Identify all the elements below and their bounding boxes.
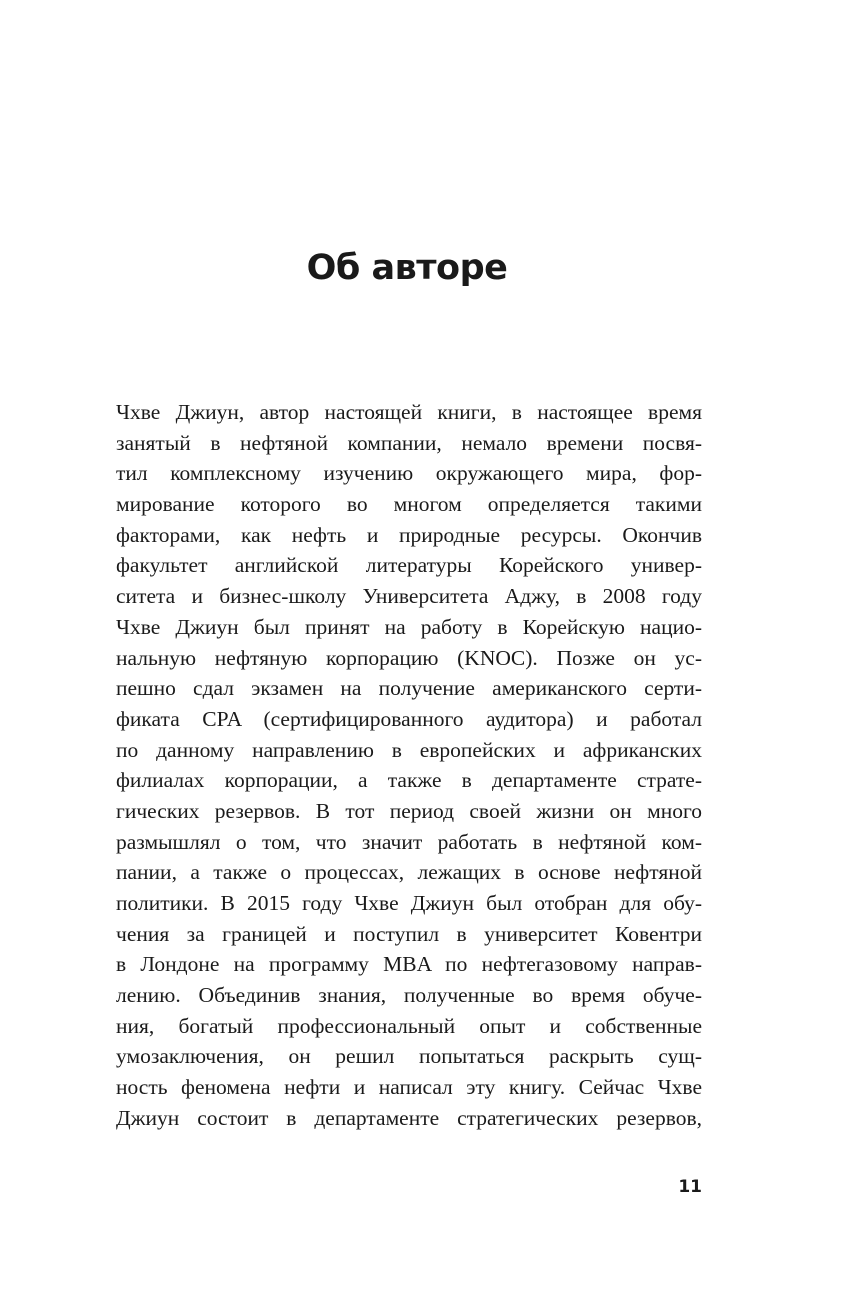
text-line: лению. Объединив знания, полученные во время обуче- bbox=[116, 983, 702, 1008]
chapter-title: Об авторе bbox=[306, 248, 508, 288]
text-line: чения за границей и поступил в университет Ковентри bbox=[116, 921, 702, 946]
text-line: ния, богатый профессиональный опыт и собственные bbox=[116, 1013, 702, 1038]
text-line: филиалах корпорации, а также в департаменте страте- bbox=[116, 768, 702, 793]
text-line: Чхве Джиун был принят на работу в Корейскую нацио- bbox=[116, 614, 702, 639]
text-line: Чхве Джиун, автор настоящей книги, в настоящее время bbox=[116, 400, 702, 424]
text-line: пании, а также о процессах, лежащих в основе нефтяной bbox=[116, 860, 702, 885]
text-line: занятый в нефтяной компании, немало времени посвя- bbox=[116, 430, 702, 455]
text-line: факторами, как нефть и природные ресурсы. Окончив bbox=[116, 522, 702, 547]
text-line: гических резервов. В тот период своей жизни он много bbox=[116, 798, 702, 823]
text-line: в Лондоне на программу MBA по нефтегазовому направ- bbox=[116, 952, 702, 977]
text-line: размышлял о том, что значит работать в нефтяной ком- bbox=[116, 829, 702, 854]
text-line: ность феномена нефти и написал эту книгу. Сейчас Чхве bbox=[116, 1075, 702, 1100]
text-line: пешно сдал экзамен на получение американского серти- bbox=[116, 676, 702, 701]
text-line: нальную нефтяную корпорацию (KNOC). Позже он ус- bbox=[116, 645, 702, 670]
body-paragraph bbox=[116, 397, 702, 1134]
text-line: умозаключения, он решил попытаться раскрыть сущ- bbox=[116, 1044, 702, 1069]
text-line: ситета и бизнес-школу Университета Аджу, в 2008 году bbox=[116, 584, 702, 609]
text-line: фиката CPA (сертифицированного аудитора) и работал bbox=[116, 706, 702, 731]
text-line: мирование которого во многом определяется такими bbox=[116, 492, 702, 517]
text-line: тил комплексному изучению окружающего мира, фор- bbox=[116, 461, 702, 486]
text-line: политики. В 2015 году Чхве Джиун был отобран для обу- bbox=[116, 891, 702, 915]
page-number: 11 bbox=[678, 1177, 702, 1197]
text-line: Джиун состоит в департаменте стратегических резервов, bbox=[116, 1105, 702, 1130]
text-line: по данному направлению в европейских и африканских bbox=[116, 737, 702, 762]
text-line: факультет английской литературы Корейского универ- bbox=[116, 553, 702, 578]
